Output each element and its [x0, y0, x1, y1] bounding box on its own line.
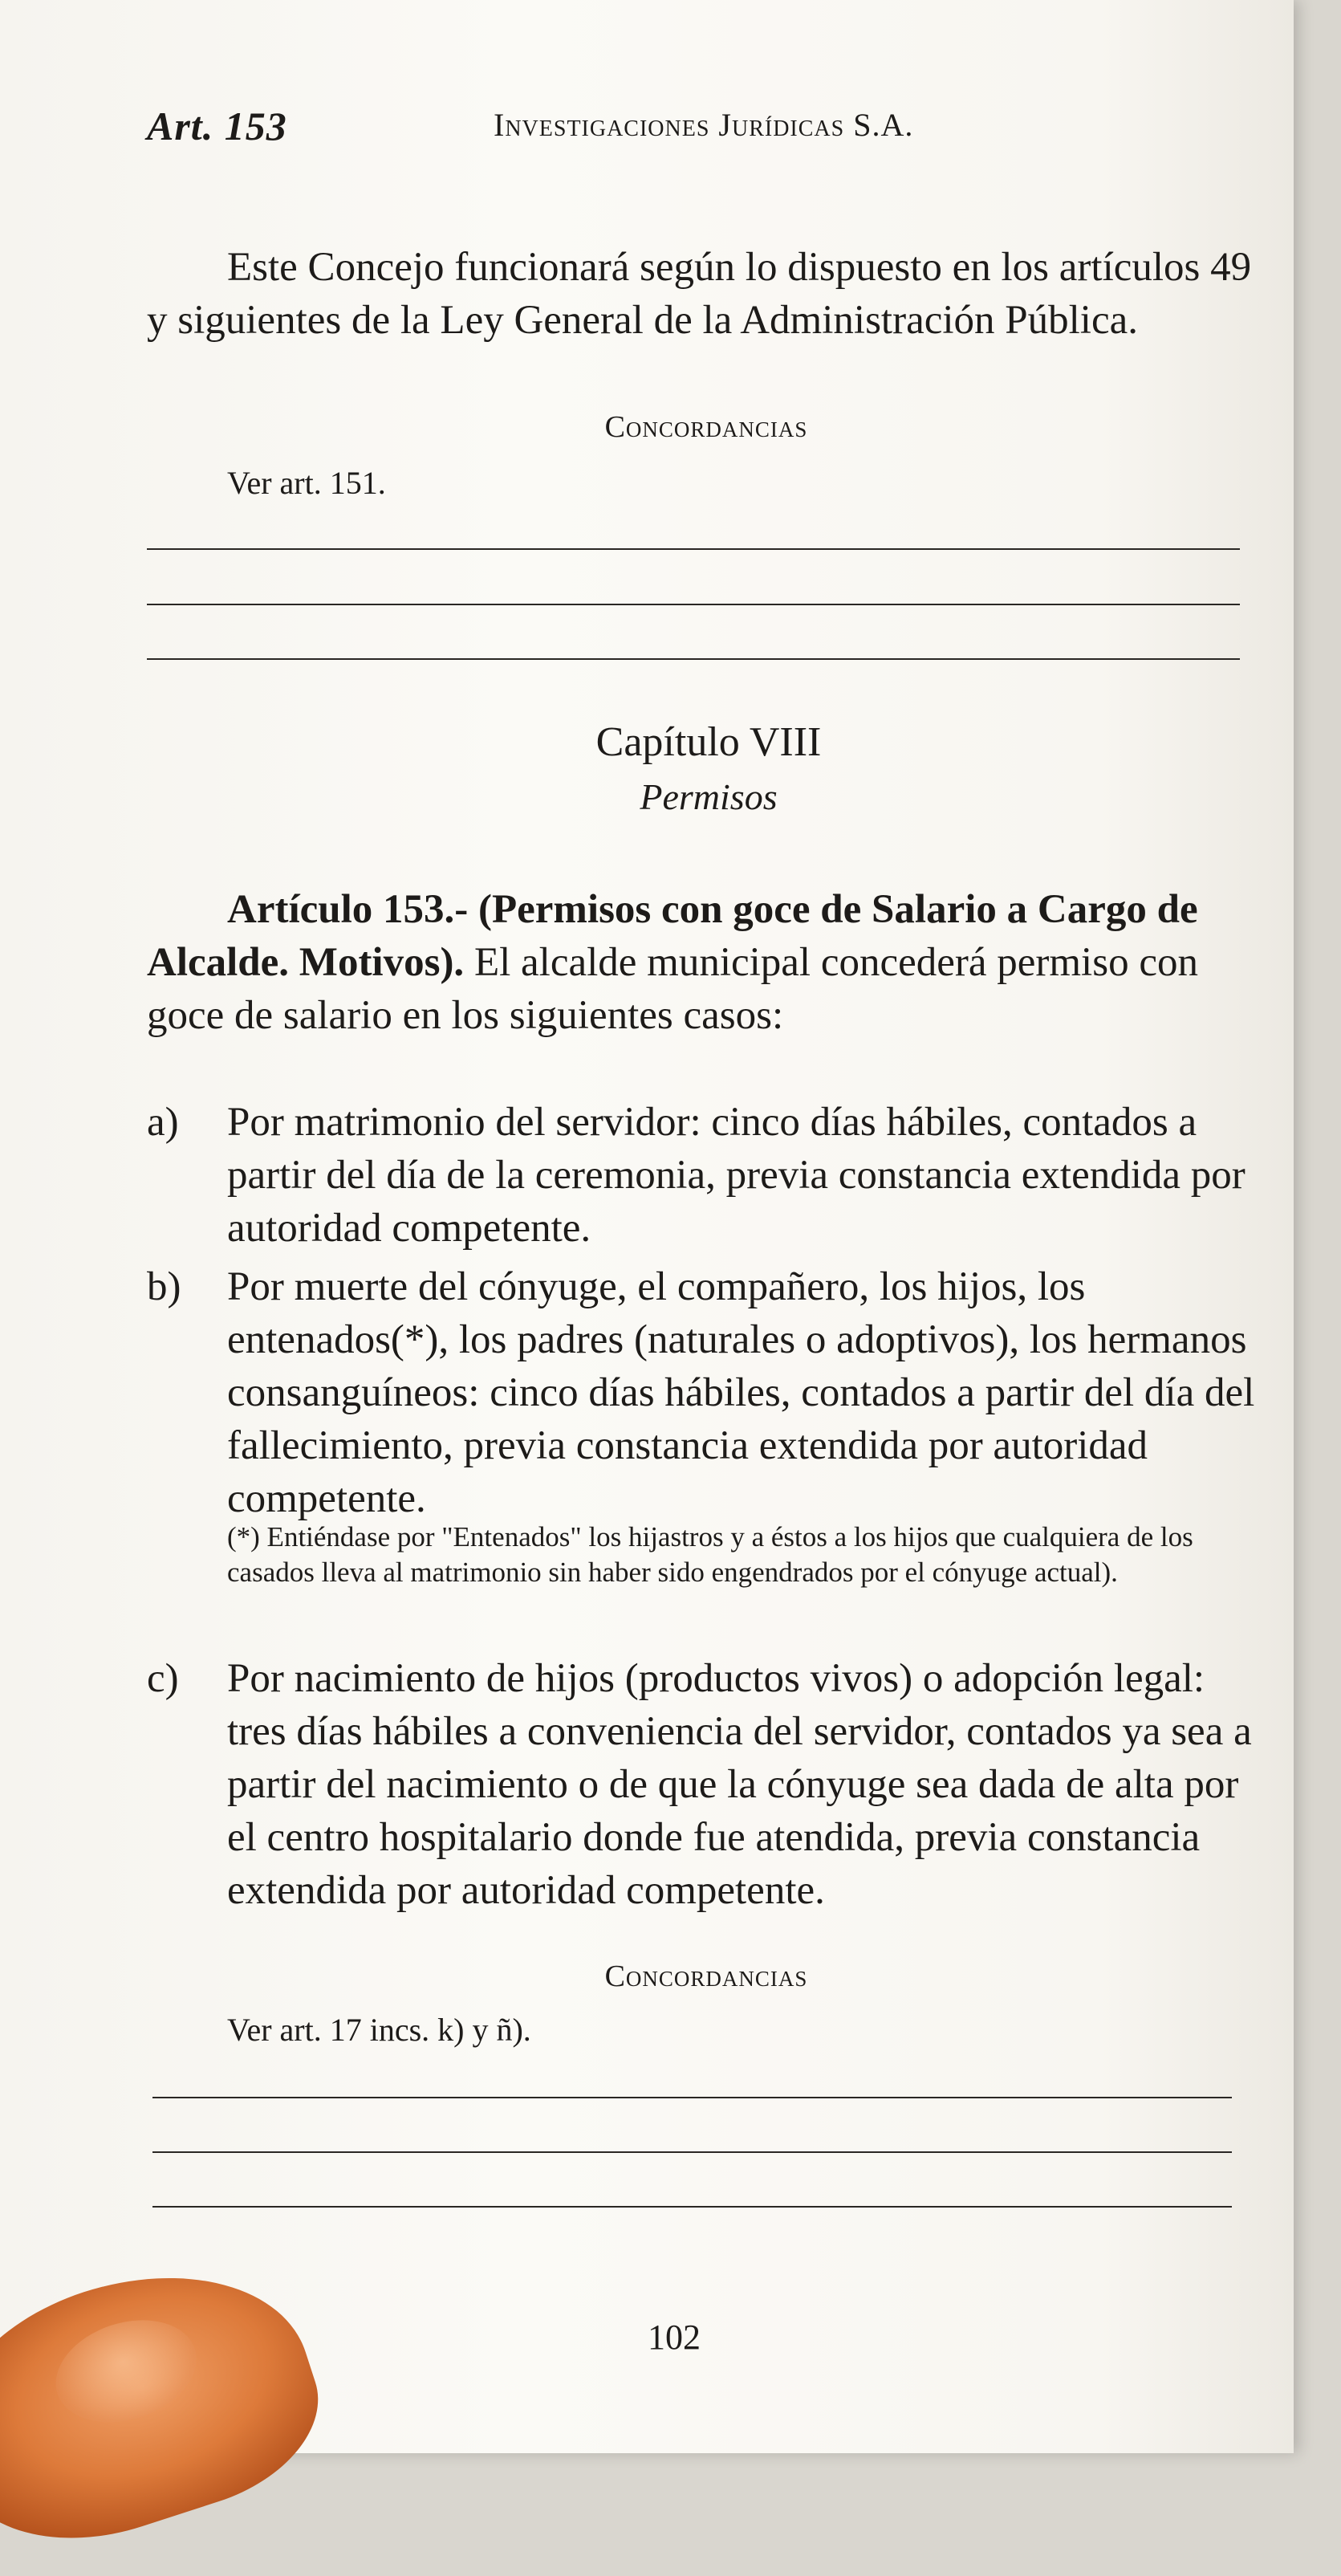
list-item-text: Por muerte del cónyuge, el compañero, los hijos, los entenados(*), los padres (naturales o adoptivos), los hermanos consanguíneos: cinco días hábiles, contados a partir del día del fallecimiento, previa constancia extendida por autoridad competente.	[227, 1264, 1255, 1521]
publisher-name: Investigaciones Jurídicas S.A.	[494, 107, 914, 143]
article-paragraph	[147, 883, 1258, 1042]
note-line	[152, 2206, 1232, 2208]
note-line	[152, 2151, 1232, 2153]
page-number: 102	[648, 2318, 701, 2357]
list-item-letter: a)	[147, 1100, 179, 1145]
footnote: (*) Entiéndase por "Entenados" los hijastros y a éstos a los hijos que cualquiera de los casados lleva al matrimonio sin haber sido engendrados por el cónyuge actual).	[227, 1521, 1193, 1588]
intro-paragraph: Este Concejo funcionará según lo dispuesto en los artículos 49 y siguientes de la Ley General de la Administración Pública.	[147, 245, 1252, 343]
concordancias-heading: Concordancias	[604, 1959, 808, 1993]
chapter-title: Capítulo VIII	[595, 719, 822, 765]
article-text: El alcalde municipal concederá permiso con goce de salario en los siguientes casos:	[147, 940, 1198, 1038]
running-article-label: Art. 153	[147, 104, 287, 149]
list-item-letter: b)	[147, 1264, 181, 1309]
concordancias-text: Ver art. 17 incs. k) y ñ).	[227, 2012, 531, 2048]
note-line	[147, 548, 1240, 550]
note-line	[147, 604, 1240, 605]
list-item-letter: c)	[147, 1656, 179, 1701]
article-heading: Artículo 153.- (Permisos con goce de Salario a Cargo de Alcalde. Motivos).	[147, 887, 1198, 985]
page-header	[147, 103, 1286, 167]
chapter-subtitle: Permisos	[640, 776, 778, 817]
concordancias-heading: Concordancias	[604, 410, 808, 444]
note-line	[152, 2097, 1232, 2098]
list-item-text: Por matrimonio del servidor: cinco días hábiles, contados a partir del día de la ceremonia, previa constancia extendida por autoridad competente.	[227, 1100, 1246, 1251]
list-item-text: Por nacimiento de hijos (productos vivos) o adopción legal: tres días hábiles a conveniencia del servidor, contados ya sea a partir del nacimiento o de que la cónyuge sea dada de alta por el centro hospitalario donde fue atendida, previa constancia extendida por autoridad competente.	[227, 1656, 1252, 1913]
note-line	[147, 658, 1240, 660]
concordancias-text: Ver art. 151.	[227, 465, 386, 501]
thumbnail-highlight	[43, 2303, 209, 2440]
